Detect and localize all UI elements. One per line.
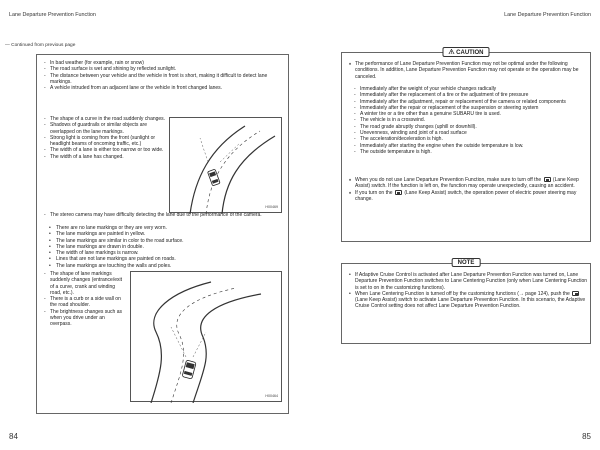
continued-note: — Continued from previous page <box>5 43 76 48</box>
note-item: • If Adaptive Cruise Control is activated after Lane Departure Prevention Function was turned on, Lane Departure Prevention Function switches to Lane Centering Function (only when Lane Centering Function is set to on in the customizing functions). <box>347 272 588 291</box>
list-item: - The shape of lane markings suddenly changes (entrance/exit of a curve, crank and winding road, etc.). <box>42 271 127 296</box>
note-text: (Lane Keep Assist) switch to activate Lane Departure Prevention Function. In this scenario, the Adaptive Cruise Control setting does not affect Lane Departure Prevention Function. <box>355 297 586 310</box>
list-item: - The stereo camera may have difficulty detecting the lane due to the performance of the camera. <box>42 212 286 218</box>
condition-item: - Unevenness, winding and joint of a road surface <box>352 130 588 136</box>
caution-text: When you do not use Lane Departure Prevention Function, make sure to turn off the <box>355 177 542 183</box>
curve-road-illustration <box>170 118 283 214</box>
list-item: - The width of a lane is either too narrow or too wide. <box>42 147 167 153</box>
list-item: - The shape of a curve in the road suddenly changes. <box>42 116 167 122</box>
note-item <box>347 291 588 310</box>
crank-road-illustration <box>131 272 283 403</box>
list-item: - There is a curb or a side wall on the road shoulder. <box>42 296 127 309</box>
condition-item: - The outside temperature is high. <box>352 149 588 155</box>
condition-item: - The road grade abruptly changes (uphill or downhill). <box>352 124 588 130</box>
list-item: - The distance between your vehicle and the vehicle in front is short, making it difficult to detect lane markings. <box>42 73 286 86</box>
caution-item <box>347 190 588 203</box>
figure-code: H00464 <box>265 394 278 398</box>
caution-heading <box>442 47 489 57</box>
list-item: • The lane markings are similar in color to the road surface. <box>42 238 286 244</box>
figure-curve-road <box>169 117 282 213</box>
conditions-box <box>36 54 289 414</box>
condition-item: - Immediately after starting the engine when the outside temperature is low. <box>352 143 588 149</box>
condition-item: - Immediately after the adjustment, repair or replacement of the camera or related components <box>352 99 588 105</box>
page-number-left: 84 <box>9 432 18 441</box>
lane-keep-assist-switch-icon <box>572 291 579 296</box>
lane-keep-assist-switch-icon <box>395 190 402 195</box>
running-head-left: Lane Departure Prevention Function <box>9 12 96 18</box>
caution-box <box>341 49 591 242</box>
list-item: • The lane markings are touching the walls and poles. <box>42 263 286 269</box>
caution-text: (Lane Keep Assist) switch, the operation power of electric power steering may change. <box>355 189 577 202</box>
caution-label: CAUTION <box>456 49 484 56</box>
figure-crank-road <box>130 271 282 402</box>
condition-item: - Immediately after the weight of your vehicle changes radically <box>352 86 588 92</box>
list-item: • The lane markings are painted in yellow. <box>42 231 286 237</box>
list-item: - Strong light is coming from the front (sunlight or headlight beams of oncoming traffic, etc.) <box>42 135 167 148</box>
running-head-right: Lane Departure Prevention Function <box>504 12 591 18</box>
list-item: • Lines that are not lane markings are painted on roads. <box>42 256 286 262</box>
list-item: - In bad weather (for example, rain or snow) <box>42 60 286 66</box>
list-item: - Shadows of guardrails or similar objects are overlapped on the lane markings. <box>42 122 167 135</box>
figure-code: H00469 <box>265 205 278 209</box>
caution-item <box>347 177 588 190</box>
note-text: When Lane Centering Function is turned off by the customizing functions (→ page 124), push the <box>355 290 570 297</box>
caution-text: If you turn on the <box>355 189 393 196</box>
note-heading: NOTE <box>452 258 481 267</box>
list-item: • There are no lane markings or they are very worn. <box>42 225 286 231</box>
condition-item: - The acceleration/deceleration is high. <box>352 136 588 142</box>
list-item: • The width of lane markings is narrow. <box>42 250 286 256</box>
caution-item: ♦ The performance of Lane Departure Prevention Function may not be optimal under the following conditions. In addition, Lane Departure Prevention Function may not operate or the operation may be canceled. <box>347 61 588 80</box>
lane-keep-assist-switch-icon <box>544 177 551 182</box>
list-item: - The width of a lane has changed. <box>42 154 167 160</box>
list-item: • The lane markings are drawn in double. <box>42 244 286 250</box>
condition-item: - A winter tire or a tire other than a genuine SUBARU tire is used. <box>352 111 588 117</box>
list-item: - A vehicle intruded from an adjacent lane or the vehicle in front changed lanes. <box>42 85 286 91</box>
caution-text: (Lane Keep Assist) switch. If the function is left on, the function may operate unexpectedly, causing an accident. <box>355 177 579 190</box>
condition-item: - The vehicle is in a crosswind. <box>352 117 588 123</box>
condition-item: - Immediately after the repair or replacement of the suspension or steering system <box>352 105 588 111</box>
warning-triangle-icon <box>448 49 454 55</box>
page-number-right: 85 <box>582 432 591 441</box>
list-item: - The brightness changes such as when you drive under an overpass. <box>42 309 127 328</box>
list-item: - The road surface is wet and shining by reflected sunlight. <box>42 66 286 72</box>
note-box <box>341 259 591 344</box>
condition-item: - Immediately after the replacement of a tire or the adjustment of tire pressure <box>352 92 588 98</box>
